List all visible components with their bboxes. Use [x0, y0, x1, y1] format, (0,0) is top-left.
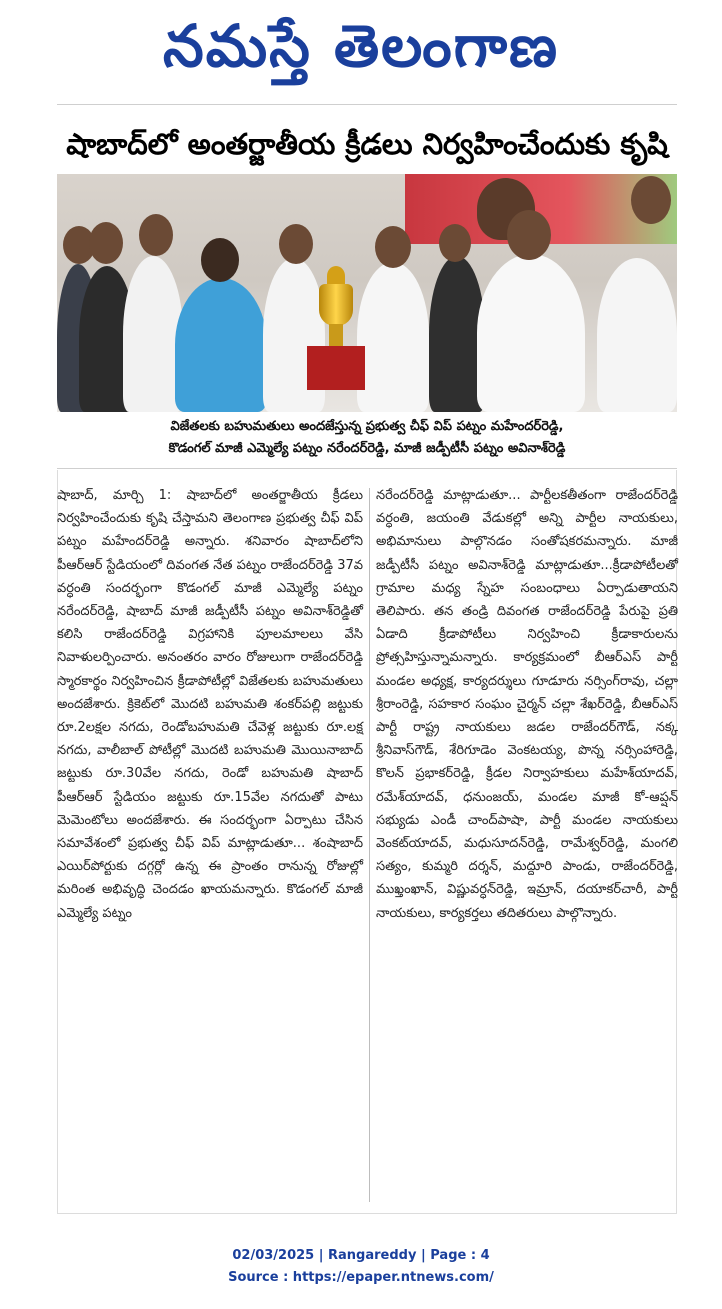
trophy-top [327, 266, 345, 286]
article-body-right-column: నరేందర్‌రెడ్డి మాట్లాడుతూ... పార్టీలకతీతంగా రాజేందర్‌రెడ్డి వర్ధంతి, జయంతి వేడుకల్లో అన్ని పార్టీల నాయకులు, అభిమానులు పాల్గొనడం సంతోషకరమన్నారు. మాజీ జడ్పీటీసీ పట్నం అవినాశ్‌రెడ్డి మాట్లాడుతూ...క్రీడాపోటీలతో గ్రామాల మధ్య స్నేహ సంబంధాలు ఏర్పాడుతాయని తెలిపారు. తన తండ్రి దివంగత రాజేందర్‌రెడ్డి పేరుపై ప్రతి ఏడాది క్రీడాపోటీలు నిర్వహించి క్రీడాకారులను ప్రోత్సహిస్తున్నామన్నారు. కార్యక్రమంలో బీఆర్‌ఎస్ పార్టీ మండల అధ్యక్ష, కార్యదర్శులు గూడూరు నర్సింగ్‌రావు, చల్లా శ్రీరాంరెడ్డి, సహకార సంఘం చైర్మన్ చల్లా శేఖర్‌రెడ్డి, బీఆర్‌ఎస్ పార్టీ రాష్ట్ర నాయకులు జడల రాజేందర్‌గౌడ్, నక్క శ్రీనివాస్‌గౌడ్, శేరిగూడెం వెంకటయ్య, పొన్న నర్సింహారెడ్డి, కొలన్ ప్రభాకర్‌రెడ్డి, క్రీడల నిర్వాహకులు మహేశ్‌యాదవ్, రమేశ్‌యాదవ్, ధనుంజయ్, మండల మాజీ కో-ఆప్షన్ సభ్యుడు ఎండీ చాంద్‌పాషా, పార్టీ మండల నాయకులు వెంకట్‌యాదవ్, మధుసూదన్‌రెడ్డి, రామేశ్వర్‌రెడ్డి, మంగలి సత్యం, కుమ్మరి దర్శన్, మద్దూరి పాండు, రాజేందర్‌రెడ్డి, ముఖ్తంఖాన్, విష్ణువర్ధన్‌రెడ్డి, ఇమ్రాన్, దయాకర్‌చారీ, పార్టీ నాయకులు, కార్యకర్తలు తదితరులు పాల్గొన్నారు. [376, 488, 678, 921]
photo-head [201, 238, 239, 282]
photo-person [175, 278, 267, 412]
footer-source-line: Source : https://epaper.ntnews.com/ [228, 1270, 494, 1285]
masthead [0, 0, 722, 100]
article-headline: షాబాద్‌లో అంతర్జాతీయ క్రీడలు నిర్వహించేందుకు కృషి [66, 127, 668, 161]
photo-head [375, 226, 411, 268]
trophy-presentation-photo [57, 174, 677, 412]
photo-person [597, 258, 677, 412]
column-divider [369, 488, 370, 1202]
photo-head [139, 214, 173, 256]
caption-rule [57, 468, 677, 469]
photo-head [279, 224, 313, 264]
masthead-rule [57, 104, 677, 105]
caption-line-2: కొడంగల్ మాజీ ఎమ్మెల్యే పట్నం నరేందర్‌రెడ్డి, మాజీ జడ్పీటీసీ పట్నం అవినాశ్‌రెడ్డి [168, 441, 566, 456]
photo-head [507, 210, 551, 260]
trophy-base [307, 346, 365, 390]
trophy-cup [319, 284, 353, 326]
photo-head [439, 224, 471, 262]
footer-date-line: 02/03/2025 | Rangareddy | Page : 4 [232, 1248, 490, 1263]
caption-line-1: విజేతలకు బహుమతులు అందజేస్తున్న ప్రభుత్వ చీఫ్ విప్ పట్నం మహేందర్‌రెడ్డి, [170, 419, 564, 434]
photo-head [631, 176, 671, 224]
trophy-stem [329, 324, 343, 346]
photo-person [477, 254, 585, 412]
photo-person [123, 256, 183, 412]
photo-person [357, 262, 429, 412]
photo-caption [57, 416, 677, 460]
article-body-left-column: షాబాద్, మార్చి 1: షాబాద్‌లో అంతర్జాతీయ క్రీడలు నిర్వహించేందుకు కృషి చేస్తామని తెలంగాణ ప్రభుత్వ చీఫ్ విప్ పట్నం మహేందర్‌రెడ్డి అన్నారు. శనివారం షాబాద్‌లోని పీఆర్‌ఆర్ స్టేడియంలో దివంగత నేత పట్నం రాజేందర్‌రెడ్డి 37వ వర్ధంతి సందర్భంగా కొడంగల్ మాజీ ఎమ్మెల్యే పట్నం నరేందర్‌రెడ్డి, షాబాద్ మాజీ జడ్పీటీసీ పట్నం అవినాశ్‌రెడ్డితో కలిసి రాజేందర్‌రెడ్డి విగ్రహానికి పూలమాలలు వేసి నివాళులర్పించారు. అనంతరం వారం రోజులుగా రాజేందర్‌రెడ్డి స్మారకార్థం నిర్వహించిన క్రీడాపోటీల్లో విజేతలకు బహుమతులు అందజేశారు. క్రికెట్‌లో మొదటి బహుమతి శంకర్‌పల్లి జట్టుకు రూ.2లక్షల నగదు, రెండోబహుమతి చేవెళ్ల జట్టుకు రూ.లక్ష నగదు, వాలీబాల్ పోటీల్లో మొదటి బహుమతి మొయినాబాద్ జట్టుకు రూ.30వేల నగదు, రెండో బహుమతి షాబాద్ పీఆర్‌ఆర్ స్టేడియం జట్టుకు రూ.15వేల నగదుతో పాటు మెమెంటోలు అందజేశారు. ఈ సందర్భంగా ఏర్పాటు చేసిన సమావేశంలో ప్రభుత్వ చీఫ్ విప్ మాట్లాడుతూ... శంషాబాద్ ఎయిర్‌పోర్టుకు దగ్గర్లో ఉన్న ఈ ప్రాంతం రానున్న రోజుల్లో మరింత అభివృద్ధి చెందడం ఖాయమన్నారు. కొడంగల్ మాజీ ఎమ్మెల్యే పట్నం [57, 488, 363, 921]
photo-head [89, 222, 123, 264]
masthead-title: నమస్తే తెలంగాణ [163, 12, 559, 80]
